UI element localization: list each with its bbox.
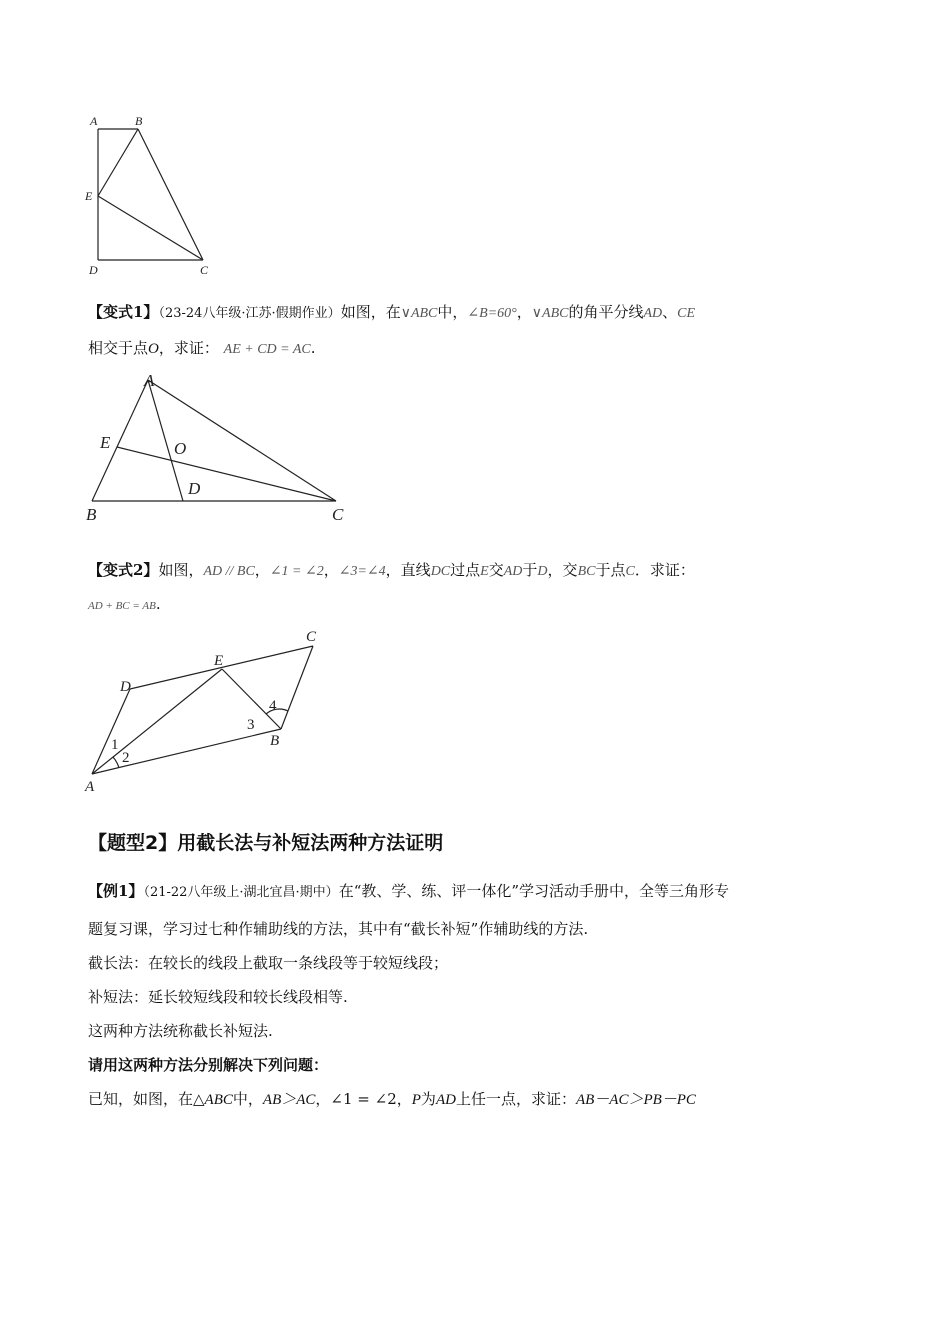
variant2-math-1: AD // BC (203, 564, 255, 579)
example1-q-d: 为 (420, 1090, 436, 1108)
variant1-line2 (88, 338, 316, 360)
variant2-end: . (155, 595, 161, 613)
variant2-line2 (88, 594, 161, 616)
label-e: E (85, 189, 93, 203)
variant1-end: . (310, 339, 316, 357)
arc-angle-a (113, 757, 119, 768)
variant1-line2-tail: ，求证： (158, 339, 219, 357)
variant2-text-5: 过点 (450, 561, 481, 579)
variant2-math-9: C (625, 564, 635, 579)
variant2-math-5: E (480, 564, 489, 579)
example1-q-a: 已知，如图，在△ (88, 1090, 205, 1108)
example1-line6: 请用这两种方法分别解决下列问题： (88, 1056, 329, 1074)
variant2-tag: 【变式2】 (88, 561, 159, 579)
example1-q-final: AB－AC＞PB－PC (575, 1092, 696, 1108)
example1-tag: 【例1】 (88, 882, 144, 900)
segment-ce (117, 447, 336, 501)
section-title: 【题型2】用截长法与补短法两种方法证明 (88, 832, 444, 854)
example1-q-abc: ABC (204, 1092, 233, 1108)
variant2-text-4: ，直线 (385, 561, 431, 579)
variant2-line1 (88, 560, 695, 582)
label-d: D (120, 679, 131, 695)
variant2-text-3: ， (323, 561, 339, 579)
example1-line1 (88, 881, 729, 903)
label-b: B (135, 114, 143, 128)
variant1-line2-text: 相交于点 (88, 339, 149, 357)
variant1-math-3: ∨ABC (531, 306, 569, 321)
segment-bc (281, 646, 313, 729)
variant2-text-7: 于 (522, 561, 538, 579)
label-c: C (200, 263, 209, 277)
variant2-math-6: AD (503, 564, 523, 579)
variant1-source: （23-24八年级·江苏·假期作业） (158, 306, 341, 321)
variant2-text-1: 如图， (158, 561, 204, 579)
example1-line4: 补短法：延长较短线段和较长线段相等. (88, 988, 348, 1006)
variant1-math-4: AD (643, 306, 663, 321)
example1-q-p: P (411, 1092, 421, 1108)
label-b: B (270, 733, 280, 749)
variant2-text-10: ．求证： (634, 561, 695, 579)
example1-q-ad: AD (435, 1092, 456, 1108)
variant2-math-7: D (537, 564, 548, 579)
label-c: C (306, 629, 317, 645)
variant2-math-4: DC (430, 564, 451, 579)
variant2-text-6: 交 (488, 561, 504, 579)
variant2-text-2: ， (254, 561, 270, 579)
example1-question (88, 1089, 696, 1110)
variant1-math-6: AE + CD = AC (223, 342, 311, 357)
example1-q-e: 上任一点，求证： (455, 1090, 576, 1108)
variant2-math-3: ∠3=∠4 (338, 564, 386, 579)
example1-line3: 截长法：在较长的线段上截取一条线段等于较短线段； (88, 954, 449, 972)
label-d: D (188, 479, 201, 498)
variant1-point-o: O (148, 341, 159, 357)
label-e: E (100, 433, 111, 452)
example1-line2: 题复习课，学习过七种作辅助线的方法，其中有“截长补短”作辅助线的方法. (88, 920, 589, 938)
variant1-text-5: 、 (662, 303, 678, 321)
variant2-math-10: AD + BC = AB (88, 600, 156, 612)
variant1-math-5: CE (677, 306, 696, 321)
example1-source: （21-22八年级上·湖北宜昌·期中） (143, 885, 339, 900)
segment-eb (98, 129, 138, 196)
variant2-text-8: ，交 (547, 561, 578, 579)
example1-q-ab-ac: AB＞AC (262, 1092, 316, 1108)
variant1-text-4: 的角平分线 (568, 303, 644, 321)
example1-q-c: ，∠1 = ∠2， (315, 1090, 412, 1108)
variant2-math-2: ∠1 = ∠2 (269, 564, 324, 579)
label-c: C (332, 505, 344, 524)
label-4: 4 (269, 698, 277, 714)
variant1-math-1: ∨ABC (400, 306, 438, 321)
label-a: A (85, 779, 95, 795)
example1-line5: 这两种方法统称截长补短法. (88, 1022, 273, 1040)
variant2-math-8: BC (577, 564, 596, 579)
label-e: E (214, 653, 224, 669)
label-1: 1 (111, 737, 119, 753)
figure-trapezoid-angles (80, 625, 330, 795)
variant1-text-2: 中， (437, 303, 468, 321)
figure-triangle-bisectors (80, 368, 360, 528)
variant1-text-3: ， (516, 303, 532, 321)
figure-trapezoid (80, 108, 230, 283)
variant2-text-9: 于点 (595, 561, 626, 579)
label-a: A (144, 371, 155, 390)
label-3: 3 (247, 717, 255, 733)
example1-text-1: 在“教、学、练、评一体化”学习活动手册中，全等三角形专 (338, 882, 730, 900)
variant1-tag: 【变式1】 (88, 303, 159, 321)
label-2: 2 (122, 750, 130, 766)
variant1-math-2: ∠B=60° (467, 306, 517, 321)
label-o: O (174, 439, 187, 458)
example1-q-b: 中， (232, 1090, 263, 1108)
variant1-line1 (88, 302, 695, 324)
label-d: D (89, 263, 98, 277)
variant1-text-1: 如图，在 (340, 303, 401, 321)
label-b: B (86, 505, 97, 524)
label-a: A (90, 114, 98, 128)
